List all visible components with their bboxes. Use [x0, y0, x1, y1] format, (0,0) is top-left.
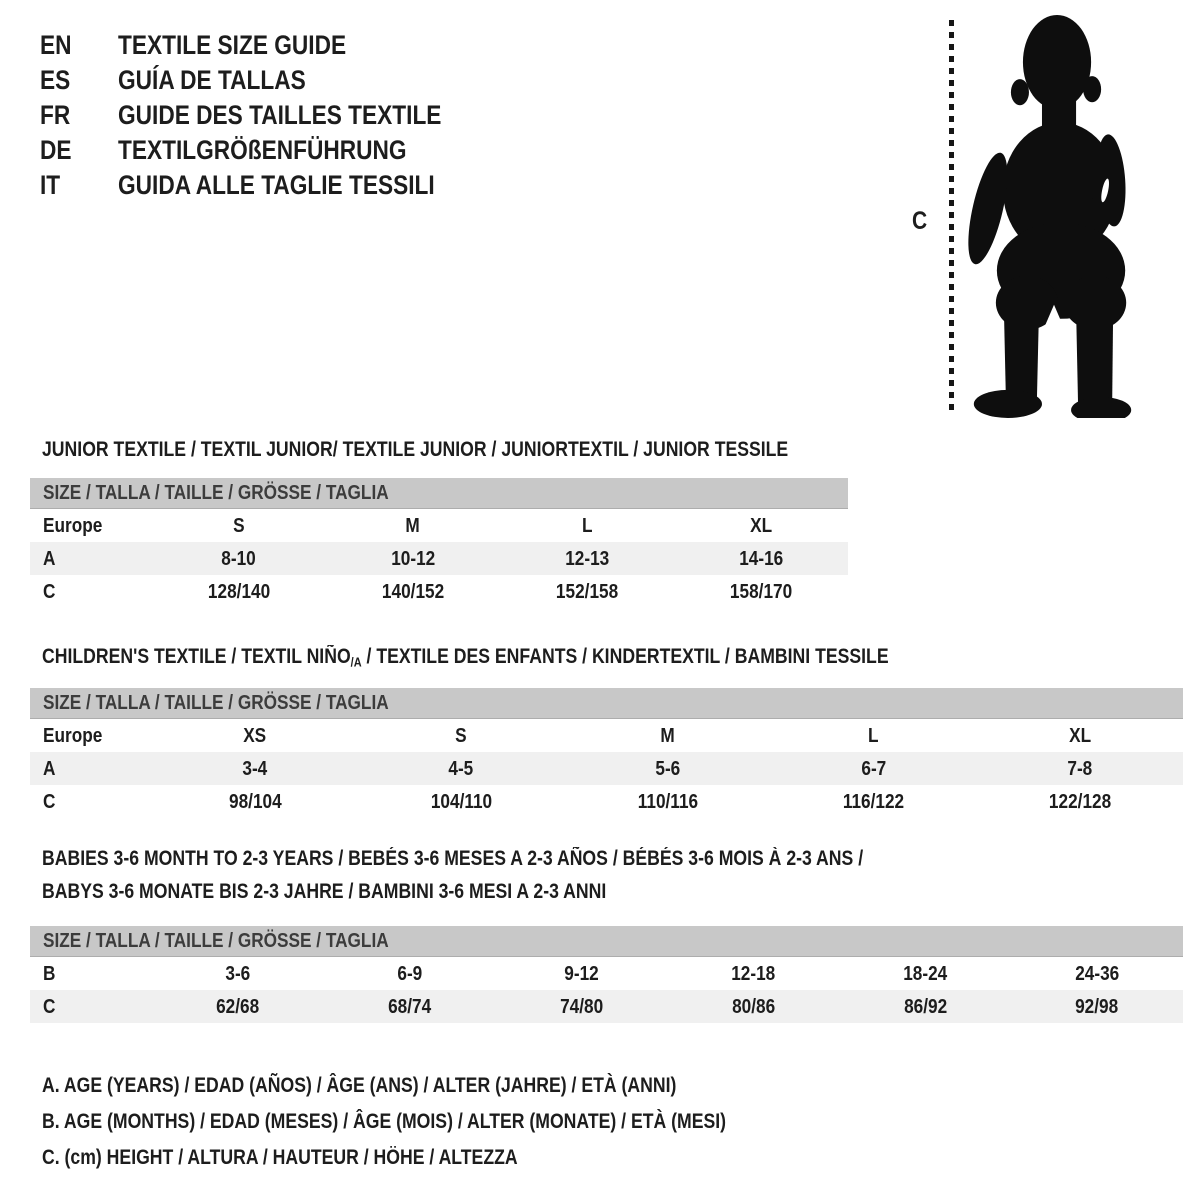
months-value: 24-36 [1075, 961, 1120, 985]
size-cell [674, 514, 848, 538]
legend-a-text: A. AGE (YEARS) / EDAD (AÑOS) / ÂGE (ANS) / ALTER (JAHRE) / ETÀ (ANNI) [42, 1074, 677, 1097]
row-label [30, 790, 152, 814]
children-size-header-bar [30, 688, 1183, 719]
age-cell [326, 547, 500, 571]
legend-line-b [42, 1104, 856, 1140]
size-value: S [455, 723, 468, 747]
height-value: 140/152 [381, 579, 445, 603]
row-label [30, 724, 152, 748]
months-value: 6-9 [397, 961, 423, 985]
children-size-table [30, 688, 1183, 818]
age-cell [152, 547, 326, 571]
row-label-text: C [43, 789, 56, 813]
row-label [30, 547, 152, 571]
babies-title-line1: BABIES 3-6 MONTH TO 2-3 YEARS / BEBÉS 3-6 MESES A 2-3 AÑOS / BÉBÉS 3-6 MOIS À 2-3 ANS / [42, 847, 864, 870]
language-row-fr [40, 98, 503, 133]
age-value: 5-6 [655, 756, 680, 780]
height-cell [152, 995, 324, 1019]
height-cell [324, 995, 496, 1019]
size-value: XS [243, 723, 267, 747]
months-value: 3-6 [225, 961, 251, 985]
children-title-part1: CHILDREN'S TEXTILE / TEXTIL NIÑO [42, 645, 351, 668]
height-cell [977, 790, 1183, 814]
babies-title-line1-wrap [42, 842, 1020, 875]
language-code: FR [40, 100, 71, 130]
height-cell [674, 580, 848, 604]
babies-months-row [30, 957, 1183, 990]
children-title-part2: / TEXTILE DES ENFANTS / KINDERTEXTIL / BAMBINI TESSILE [361, 645, 889, 668]
row-label [30, 514, 152, 538]
age-value: 14-16 [738, 546, 784, 570]
row-label [30, 962, 152, 986]
height-cell [564, 790, 770, 814]
children-europe-row [30, 719, 1183, 752]
junior-section-title [42, 433, 930, 466]
row-label-text: Europe [43, 513, 103, 537]
legend-line-c [42, 1140, 856, 1176]
language-row-de [40, 133, 503, 168]
row-label-text: A [43, 756, 56, 780]
babies-title-line2: BABYS 3-6 MONATE BIS 2-3 JAHRE / BAMBINI 3-6 MESI A 2-3 ANNI [42, 880, 607, 903]
legend-line-a [42, 1068, 856, 1104]
height-value: 74/80 [560, 994, 604, 1018]
size-header-text: SIZE / TALLA / TAILLE / GRÖSSE / TAGLIA [43, 481, 389, 504]
language-code: IT [40, 170, 61, 200]
size-value: M [405, 513, 421, 537]
size-value: L [868, 723, 879, 747]
height-measure-dashed-line [949, 20, 954, 416]
size-value: L [581, 513, 593, 537]
language-label: TEXTILGRÖßENFÜHRUNG [118, 135, 407, 165]
months-cell [1011, 962, 1183, 986]
height-cell [1011, 995, 1183, 1019]
height-cell [500, 580, 674, 604]
months-cell [324, 962, 496, 986]
height-value: 86/92 [903, 994, 947, 1018]
junior-age-row [30, 542, 848, 575]
months-value: 12-18 [731, 961, 776, 985]
height-cell [771, 790, 977, 814]
months-cell [667, 962, 839, 986]
age-cell [500, 547, 674, 571]
size-cell [152, 724, 358, 748]
height-value: 128/140 [207, 579, 271, 603]
height-value: 104/110 [430, 789, 492, 813]
row-label-text: C [43, 579, 56, 603]
size-cell [326, 514, 500, 538]
size-value: XL [1068, 723, 1091, 747]
months-cell [839, 962, 1011, 986]
height-cell [152, 580, 326, 604]
age-cell [358, 757, 564, 781]
height-value: 158/170 [729, 579, 793, 603]
months-value: 18-24 [903, 961, 948, 985]
height-cell [358, 790, 564, 814]
junior-title-text: JUNIOR TEXTILE / TEXTIL JUNIOR/ TEXTILE JUNIOR / JUNIORTEXTIL / JUNIOR TESSILE [42, 438, 789, 461]
age-cell [152, 757, 358, 781]
children-title-text [42, 640, 889, 679]
babies-height-row [30, 990, 1183, 1023]
age-cell [977, 757, 1183, 781]
babies-size-table [30, 926, 1183, 1023]
junior-europe-row [30, 509, 848, 542]
size-header-text: SIZE / TALLA / TAILLE / GRÖSSE / TAGLIA [43, 929, 389, 952]
language-code: DE [40, 135, 72, 165]
toddler-silhouette-image [962, 12, 1136, 418]
months-cell [152, 962, 324, 986]
height-value: 110/116 [637, 789, 698, 813]
language-label: GUIDE DES TAILLES TEXTILE [118, 100, 442, 130]
months-cell [496, 962, 668, 986]
height-cell [152, 790, 358, 814]
age-value: 6-7 [861, 756, 887, 780]
height-cell [326, 580, 500, 604]
babies-title-line2-wrap [42, 875, 1020, 908]
size-cell [358, 724, 564, 748]
row-label [30, 995, 152, 1019]
height-value: 62/68 [216, 994, 260, 1018]
height-value: 92/98 [1075, 994, 1119, 1018]
legend-b-text: B. AGE (MONTHS) / EDAD (MESES) / ÂGE (MOIS) / ALTER (MONATE) / ETÀ (MESI) [42, 1110, 727, 1133]
children-height-row [30, 785, 1183, 818]
language-label: GUIDA ALLE TAGLIE TESSILI [118, 170, 435, 200]
age-value: 3-4 [242, 756, 268, 780]
age-cell [771, 757, 977, 781]
size-cell [977, 724, 1183, 748]
language-label: GUÍA DE TALLAS [118, 65, 306, 95]
language-code: ES [40, 65, 71, 95]
legend-c-text: C. (cm) HEIGHT / ALTURA / HAUTEUR / HÖHE / ALTEZZA [42, 1146, 518, 1169]
junior-height-row [30, 575, 848, 608]
row-label [30, 757, 152, 781]
babies-section-title [42, 842, 1020, 908]
age-value: 10-12 [390, 546, 436, 570]
height-cell [496, 995, 668, 1019]
height-value: 122/128 [1048, 789, 1112, 813]
height-cell [839, 995, 1011, 1019]
row-label-text: A [43, 546, 56, 570]
size-value: M [660, 723, 675, 747]
row-label [30, 580, 152, 604]
height-measure-label [912, 207, 930, 236]
children-section-title [42, 640, 1050, 679]
height-value: 98/104 [228, 789, 282, 813]
size-cell [771, 724, 977, 748]
height-cell [667, 995, 839, 1019]
measure-letter: C [912, 207, 928, 235]
children-age-row [30, 752, 1183, 785]
junior-size-header-bar [30, 478, 848, 509]
age-cell [564, 757, 770, 781]
babies-size-header-bar [30, 926, 1183, 957]
language-row-en [40, 28, 503, 63]
size-cell [564, 724, 770, 748]
height-value: 80/86 [731, 994, 775, 1018]
language-list [40, 28, 503, 203]
size-value: S [233, 513, 245, 537]
junior-size-table [30, 478, 848, 608]
age-value: 7-8 [1067, 756, 1093, 780]
row-label-text: Europe [43, 723, 103, 747]
legend [42, 1068, 856, 1176]
row-label-text: C [43, 994, 56, 1018]
size-header-text: SIZE / TALLA / TAILLE / GRÖSSE / TAGLIA [43, 691, 389, 714]
age-cell [674, 547, 848, 571]
size-value: XL [749, 513, 772, 537]
age-value: 4-5 [448, 756, 474, 780]
height-value: 116/122 [843, 789, 905, 813]
language-row-es [40, 63, 503, 98]
height-value: 68/74 [388, 994, 432, 1018]
age-value: 12-13 [564, 546, 610, 570]
language-code: EN [40, 30, 72, 60]
height-value: 152/158 [555, 579, 619, 603]
size-cell [500, 514, 674, 538]
language-row-it [40, 168, 503, 203]
children-title-subscript: /A [350, 654, 362, 670]
size-cell [152, 514, 326, 538]
months-value: 9-12 [564, 961, 599, 985]
age-value: 8-10 [221, 546, 257, 570]
row-label-text: B [43, 961, 56, 985]
language-label: TEXTILE SIZE GUIDE [118, 30, 347, 60]
